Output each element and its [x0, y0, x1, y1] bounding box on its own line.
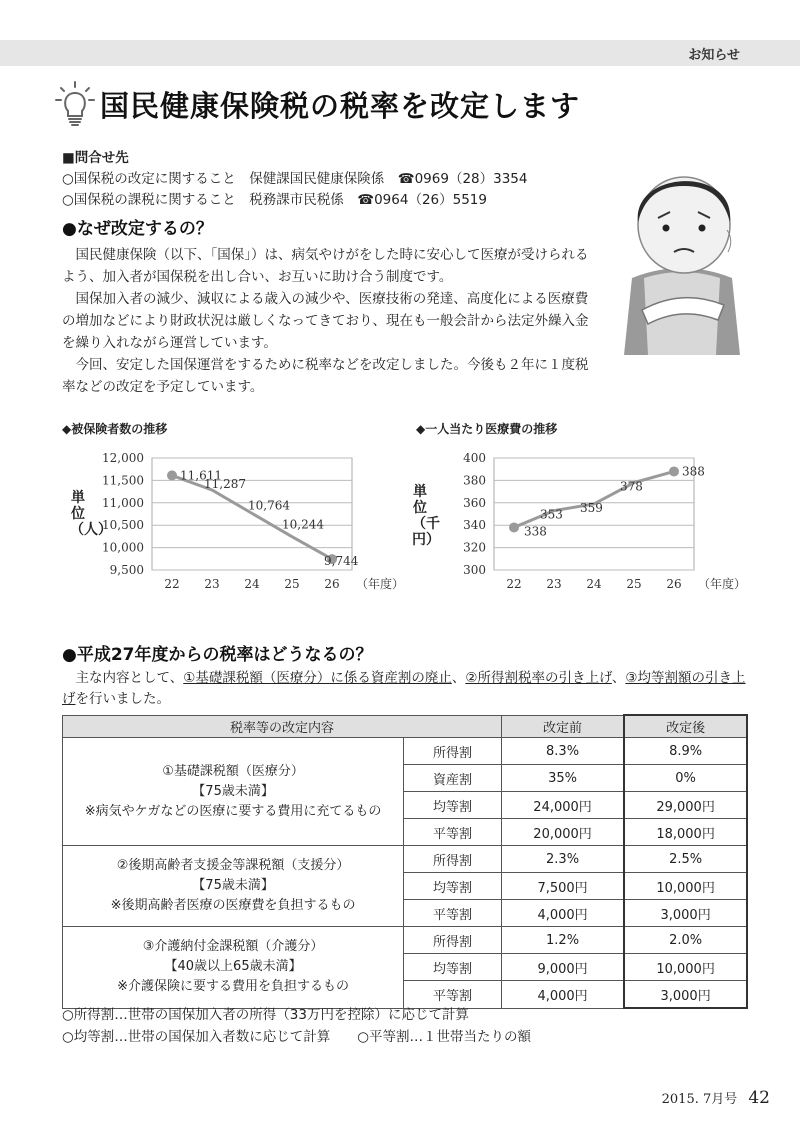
after-cell: 2.5% — [624, 846, 747, 873]
x-tick-label: 25 — [626, 577, 642, 591]
issue-label: 2015. 7月号 — [661, 1092, 738, 1107]
before-cell: 4,000円 — [501, 981, 624, 1009]
data-label: 10,244 — [282, 517, 324, 532]
y-tick-label: 340 — [463, 518, 486, 533]
intro-text: 、 — [611, 670, 626, 686]
y-tick-label: 11,000 — [102, 495, 144, 510]
table-row — [63, 738, 748, 765]
after-cell: 18,000円 — [624, 819, 747, 846]
data-point — [509, 522, 519, 532]
after-cell: 8.9% — [624, 738, 747, 765]
page-title: 国民健康保険税の税率を改定します — [100, 89, 581, 123]
column-header: 改定後 — [624, 715, 747, 738]
x-tick-label: 25 — [284, 577, 300, 591]
item-cell: 資産割 — [404, 765, 502, 792]
chart-title: ◆被保険者数の推移 — [62, 422, 168, 436]
before-cell: 2.3% — [501, 846, 624, 873]
before-cell: 7,500円 — [501, 873, 624, 900]
after-cell: 3,000円 — [624, 981, 747, 1009]
category-title: ①基礎課税額（医療分） — [162, 763, 304, 779]
before-cell: 1.2% — [501, 927, 624, 954]
data-label: 9,744 — [324, 554, 359, 569]
contact-line: ○国保税の改定に関すること 保健課国民健康保険係 ☎0969（28）3354 — [62, 171, 528, 187]
y-tick-label: 360 — [463, 495, 486, 510]
contact-heading: ■問合せ先 — [62, 150, 129, 166]
category-title: ②後期高齢者支援金等課税額（支援分） — [116, 858, 350, 873]
item-cell: 平等割 — [404, 981, 502, 1009]
x-tick-label: 22 — [164, 577, 180, 591]
category-note: ※後期高齢者医療の医療費を負担するもの — [110, 898, 356, 913]
item-cell: 均等割 — [404, 873, 502, 900]
lightbulb-icon — [55, 80, 95, 128]
paragraph: 今回、安定した国保運営をするために税率などを改定しました。今後も２年に１度税率などの改定を予定しています。 — [62, 357, 589, 395]
category-cell — [63, 846, 404, 927]
item-cell: 所得割 — [404, 738, 502, 765]
data-label: 11,611 — [180, 468, 222, 483]
after-cell: 10,000円 — [624, 954, 747, 981]
before-cell: 24,000円 — [501, 792, 624, 819]
before-cell: 8.3% — [501, 738, 624, 765]
contact-block — [62, 148, 528, 211]
x-axis-label: （年度） — [698, 577, 747, 591]
y-axis-label: 単位（人） — [70, 490, 112, 538]
before-cell: 20,000円 — [501, 819, 624, 846]
contact-line: ○国保税の課税に関すること 税務課市民税係 ☎0964（26）5519 — [62, 192, 487, 208]
data-label: 10,764 — [248, 498, 290, 513]
column-header: 改定前 — [501, 715, 624, 738]
x-tick-label: 23 — [546, 577, 562, 591]
data-point — [167, 470, 177, 480]
before-cell: 4,000円 — [501, 900, 624, 927]
item-cell: 平等割 — [404, 900, 502, 927]
category-title: ③介護納付金課税額（介護分） — [142, 939, 324, 955]
intro-text: を行いました。 — [75, 691, 170, 707]
category-cell — [63, 738, 404, 846]
after-cell: 10,000円 — [624, 873, 747, 900]
data-label: 388 — [682, 464, 705, 479]
data-point — [669, 466, 679, 476]
before-cell: 35% — [501, 765, 624, 792]
x-tick-label: 26 — [324, 577, 340, 591]
intro-text: 、 — [451, 670, 466, 686]
y-tick-label: 9,500 — [109, 563, 144, 577]
item-cell: 均等割 — [404, 954, 502, 981]
after-cell: 3,000円 — [624, 900, 747, 927]
header-label: お知らせ — [688, 48, 740, 63]
data-label: 353 — [540, 507, 563, 522]
after-cell: 2.0% — [624, 927, 747, 954]
data-label: 359 — [580, 500, 603, 515]
section-intro — [62, 668, 752, 710]
category-sub: 【75歳未満】 — [192, 783, 274, 799]
y-tick-label: 300 — [463, 563, 486, 577]
data-label: 378 — [620, 479, 643, 494]
item-cell: 均等割 — [404, 792, 502, 819]
chart-title: ◆一人当たり医療費の推移 — [416, 422, 558, 436]
category-sub: 【40歳以上65歳未満】 — [164, 959, 302, 975]
data-label: 338 — [524, 524, 547, 539]
x-tick-label: 26 — [666, 577, 682, 591]
paragraph: 国保加入者の減少、減収による歳入の減少や、医療技術の発達、高度化による医療費の増加などにより財政状況は厳しくなってきており、現在も一般会計から法定外繰入金を繰り入れながら運営しています。 — [62, 291, 589, 351]
injured-man-illustration — [612, 160, 752, 355]
x-tick-label: 24 — [244, 577, 260, 591]
category-note: ※介護保険に要する費用を負担するもの — [117, 979, 350, 995]
insured-count-chart — [90, 448, 405, 596]
tax-rate-table — [62, 714, 748, 1009]
table-row — [63, 927, 748, 954]
section-body — [62, 244, 597, 398]
intro-underlined: ②所得割税率の引き上げ — [465, 670, 612, 686]
y-tick-label: 400 — [463, 451, 486, 465]
paragraph: 国民健康保険（以下、「国保」）は、病気やけがをした時に安心して医療が受けられるよう、加入者が国保税を出し合い、お互いに助け合う制度です。 — [62, 247, 589, 285]
data-label: 11,287 — [204, 476, 246, 491]
after-cell: 0% — [624, 765, 747, 792]
page-number: 42 — [748, 1088, 770, 1108]
y-tick-label: 12,000 — [102, 451, 144, 465]
intro-text: 主な内容として、 — [75, 670, 184, 686]
y-tick-label: 10,500 — [102, 518, 144, 533]
intro-underlined: ①基礎課税額（医療分）に係る資産割の廃止 — [183, 670, 452, 686]
column-header: 税率等の改定内容 — [63, 715, 502, 738]
section-heading: ●なぜ改定するの？ — [62, 219, 213, 239]
x-tick-label: 23 — [204, 577, 220, 591]
footnote: ○所得割…世帯の国保加入者の所得（33万円を控除）に応じて計算 — [62, 1007, 469, 1023]
table-row — [63, 846, 748, 873]
footnote: ○均等割…世帯の国保加入者数に応じて計算 ○平等割…１世帯当たりの額 — [62, 1029, 532, 1045]
footnotes — [62, 1004, 531, 1048]
y-tick-label: 11,500 — [102, 473, 144, 488]
item-cell: 所得割 — [404, 927, 502, 954]
y-axis-label: 単位（千円） — [412, 484, 440, 548]
item-cell: 所得割 — [404, 846, 502, 873]
x-axis-label: （年度） — [356, 577, 405, 591]
x-tick-label: 22 — [506, 577, 522, 591]
section-heading: ●平成27年度からの税率はどうなるの？ — [62, 645, 373, 665]
item-cell: 平等割 — [404, 819, 502, 846]
medical-cost-chart — [432, 448, 747, 596]
table-header-row — [63, 715, 748, 738]
y-tick-label: 10,000 — [102, 540, 144, 555]
header-bar — [0, 40, 800, 66]
category-note: ※病気やケガなどの医療に要する費用に充てるもの — [84, 803, 382, 819]
before-cell: 9,000円 — [501, 954, 624, 981]
y-tick-label: 380 — [463, 473, 486, 488]
x-tick-label: 24 — [586, 577, 602, 591]
after-cell: 29,000円 — [624, 792, 747, 819]
intro-underlined: ③均等割額の引き上げ — [62, 670, 746, 707]
page-footer — [662, 1088, 770, 1108]
y-tick-label: 320 — [463, 540, 486, 555]
category-cell — [63, 927, 404, 1009]
category-sub: 【75歳未満】 — [192, 878, 274, 893]
